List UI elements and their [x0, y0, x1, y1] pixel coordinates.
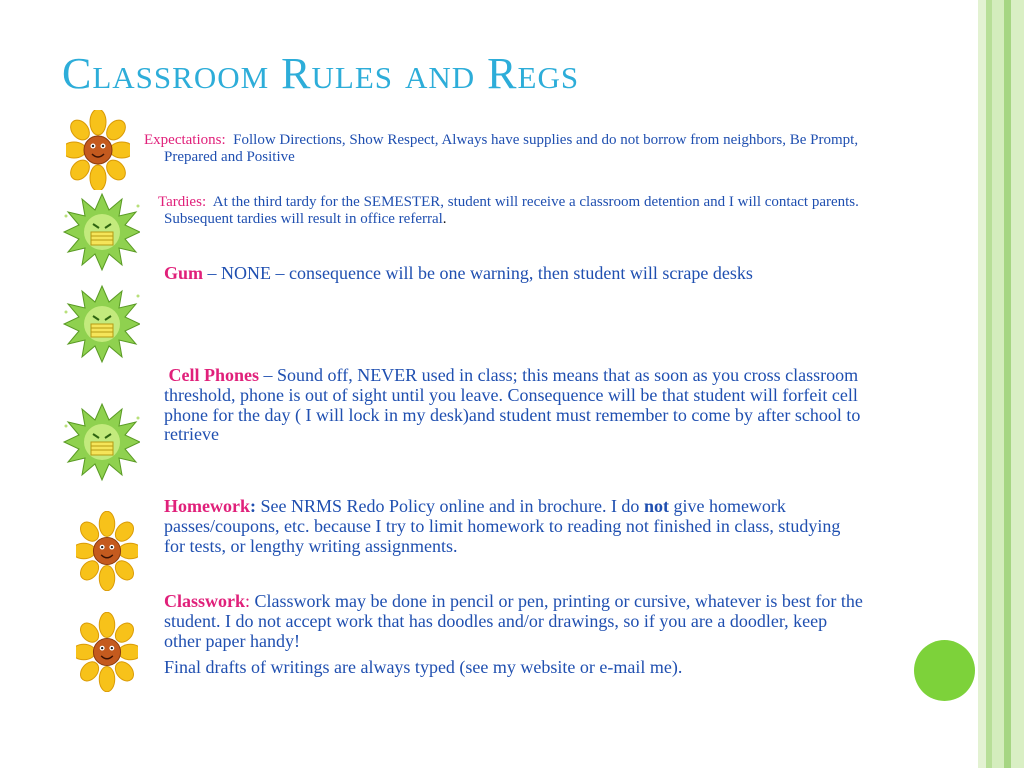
sunflower-icon [76, 612, 138, 692]
rule-label-cell-phones: Cell Phones [168, 365, 260, 385]
sunflower-icon [66, 110, 130, 190]
green-burst-icon [60, 400, 140, 484]
rule-homework [164, 497, 864, 556]
rule-text-gum: – NONE – consequence will be one warning, then student will scrape desks [203, 263, 753, 283]
rule-end-punctuation: . [442, 210, 447, 227]
sunflower-icon [76, 511, 138, 591]
rule-tardies [144, 194, 864, 227]
green-burst-icon [60, 282, 140, 366]
rule-text-classwork: Classwork may be done in pencil or pen, printing or cursive, whatever is best for the student. I do not accept work that has doodles and/or drawings, so if you are a doodler, keep other paper handy! [164, 591, 863, 651]
rule-text-homework-before: See NRMS Redo Policy online and in brochure. I do [255, 496, 644, 516]
slide-title: Classroom Rules and Regs [62, 49, 580, 98]
rule-text-cell-phones: – Sound off, NEVER used in class; this means that as soon as you cross classroom threshold, phone is out of sight until you leave. Consequence will be that student will forfeit cell phone for the day ( I will lock in my desk)and student must remember to come by after school to retrieve [164, 365, 861, 445]
rule-label-expectations: Expectations [144, 132, 222, 148]
stripe [992, 0, 1004, 768]
rule-text-homework-after: give homework passes/coupons, etc. because I try to limit homework to reading not finished in class, studying for tests, or lengthy writing assignments. [164, 496, 841, 556]
rule-text-final-drafts: Final drafts of writings are always typed (see my website or e-mail me). [164, 657, 683, 677]
rule-text-expectations: Follow Directions, Show Respect, Always have supplies and do not borrow from neighbors, Be Prompt, Prepared and Positive [164, 132, 859, 165]
decorative-side-stripes [978, 0, 1024, 768]
rule-label-homework: Homework [164, 496, 250, 516]
rule-separator: : [245, 591, 251, 611]
rule-final-drafts [164, 658, 864, 678]
decorative-green-dot [914, 640, 975, 701]
stripe [978, 0, 986, 768]
rule-emphasis-not: not [643, 496, 669, 516]
rule-label-gum: Gum [164, 263, 204, 283]
stripe [1011, 0, 1024, 768]
rule-gum [164, 264, 864, 284]
rule-separator: : [249, 496, 256, 516]
rule-expectations [144, 132, 864, 165]
rule-separator: : [221, 132, 226, 148]
stripe [1004, 0, 1011, 768]
rule-cell-phones [164, 366, 872, 445]
green-burst-icon [60, 190, 140, 274]
rule-label-tardies: Tardies [158, 194, 202, 210]
rule-label-classwork: Classwork [164, 591, 246, 611]
rule-text-tardies: At the third tardy for the SEMESTER, student will receive a classroom detention and I will contact parents. Subsequent tardies will result in office referral [164, 194, 859, 227]
rule-separator: : [201, 194, 207, 210]
rule-classwork [164, 592, 864, 651]
